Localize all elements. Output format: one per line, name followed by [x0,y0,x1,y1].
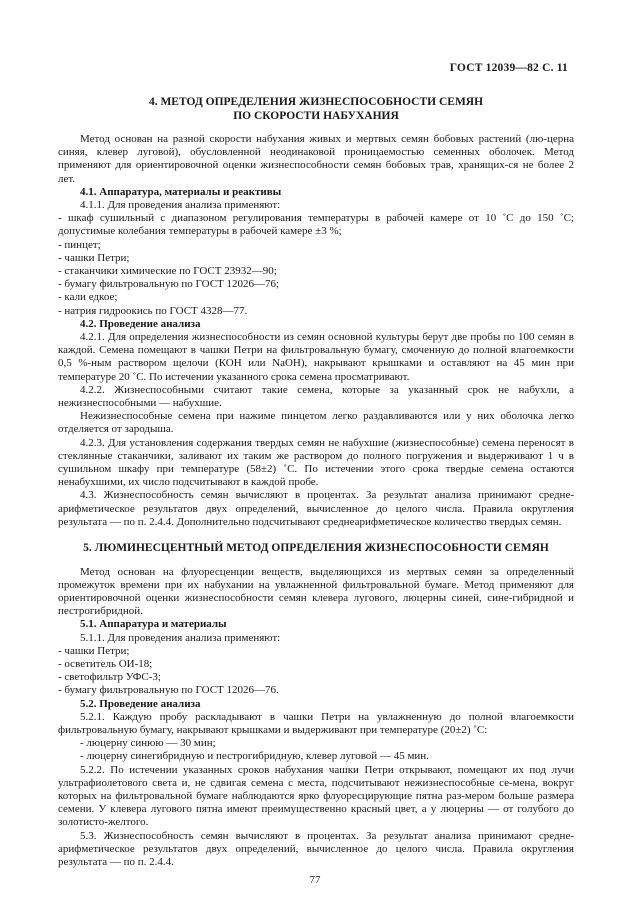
paragraph-5-3: 5.3. Жизнеспособность семян вычисляют в процентах. За результат анализа принимают средне-арифметическое результатов двух определений, вычисленное до целого числа. Правила округления результата — по п. 2.4.4. [58,829,574,869]
section-4-title-line-2: ПО СКОРОСТИ НАБУХАНИЯ [233,109,399,122]
list-item: - люцерну синюю — 30 мин; [80,737,216,750]
paragraph-4-3: 4.3. Жизнеспособность семян вычисляют в процентах. За результат анализа принимают средне-арифметическое результатов двух определений, вычисленное до целого числа. Правила округления результата — по п. 2.4.4. Дополнительно подсчитывают среднеарифметическое количество твердых семян. [58,489,574,528]
list-item: - осветитель ОИ-18; [58,658,153,671]
paragraph-4-1-1: 4.1.1. Для проведения анализа применяют: [80,199,281,212]
section-4-heading [58,96,574,123]
list-item: - шкаф сушильный с диапазоном регулирования температуры в рабочей камере от 10 ˚С до 150 ˚С; допустимые колебания температуры в рабочей камере ±3 %; [58,212,574,238]
list-item: - люцерну синегибридную и пестрогибридную, клевер луговой — 45 мин. [80,750,429,763]
paragraph-nonviable-seeds: Нежизнеспособные семена при нажиме пинцетом легко раздавливаются или у них оболочка легко отделяется от зародыша. [58,410,574,436]
page-number: 77 [309,874,321,886]
list-item: - стаканчики химические по ГОСТ 23932—90; [58,265,277,278]
subsection-5-2-heading: 5.2. Проведение анализа [80,697,201,710]
section-4-intro: Метод основан на разной скорости набухания живых и мертвых семян бобовых растений (лю-церна синяя, клевер луговой), обусловленной неодинаковой проницаемостью семенных оболочек. Метод применяют для ориентировочной оценки жизнеспособности семян бобовых трав, хранящих-ся не более 2 лет. [58,133,574,185]
running-header: ГОСТ 12039—82 С. 11 [449,62,568,74]
paragraph-4-2-2: 4.2.2. Жизнеспособными считают такие семена, которые за указанный срок не набухли, а нежизнеспособными — набухшие. [58,383,574,410]
list-item: - чашки Петри; [58,644,130,657]
list-item: - светофильтр УФС-3; [58,671,161,684]
paragraph-5-2-2: 5.2.2. По истечении указанных сроков набухания чашки Петри открывают, помещают их под лучи ультрафиолетового света и, не сдвигая семена с места, подсчитывают нежизнеспособные се-мена, вокруг которых на фильтровальной бумаге наблюдаются ярко флуоресцирующие пятна раз-мером больше размера семени. У клевера лугового пятна имеют преимущественно красный цвет, а у люцерны — от голубого до золотисто-желтого. [58,763,574,829]
list-item: - пинцет; [58,238,101,251]
list-item: - бумагу фильтровальную по ГОСТ 12026—76; [58,278,280,291]
paragraph-5-1-1: 5.1.1. Для проведения анализа применяют: [80,631,281,644]
list-item: - натрия гидроокись по ГОСТ 4328—77. [58,304,248,317]
paragraph-4-2-1: 4.2.1. Для определения жизнеспособности из семян основной культуры берут две пробы по 100 семян в каждой. Семена помещают в чашки Петри на фильтровальную бумагу, смоченную до полной влагоемкости 0,5 %-ным раствором щелочи (КОН или NaOH), накрывают крышками и оставляют на 45 мин при температуре 20 ˚С. По истечении указанного срока семена просматривают. [58,331,574,383]
list-item: - бумагу фильтровальную по ГОСТ 12026—76. [58,684,279,697]
paragraph-5-2-1: 5.2.1. Каждую пробу раскладывают в чашки Петри на увлажненную до полной влагоемкости фильтровальную бумагу, накрывают крышками и выдерживают при температуре (20±2) ˚С: [58,710,574,737]
section-5-heading: 5. ЛЮМИНЕСЦЕНТНЫЙ МЕТОД ОПРЕДЕЛЕНИЯ ЖИЗНЕСПОСОБНОСТИ СЕМЯН [83,542,549,555]
subsection-5-1-heading: 5.1. Аппаратура и материалы [80,618,227,631]
section-4-title-line-1: 4. МЕТОД ОПРЕДЕЛЕНИЯ ЖИЗНЕСПОСОБНОСТИ СЕМЯН [148,96,484,108]
subsection-4-1-heading: 4.1. Аппаратура, материалы и реактивы [80,185,282,198]
list-item: - кали едкое; [58,291,118,304]
paragraph-4-2-3: 4.2.3. Для установления содержания твердых семян не набухшие (жизнеспособные) семена переносят в стеклянные стаканчики, заливают их таким же раствором до полного погружения и выдерживают 1 ч в сушильном шкафу при температуре (58±2) ˚С. По истечении этого срока твердые семена остаются ненабухшими, их число подсчитывают в каждой пробе. [58,436,574,489]
section-5-intro: Метод основан на флуоресценции веществ, выделяющихся из мертвых семян за определенный промежуток времени при их набухании на увлажненной фильтровальной бумаге. Метод применяют для ориентировочной оценки жизнеспособности семян клевера лугового, люцерны синей, сине-гибридной и пестрогибридной. [58,565,574,618]
subsection-4-2-heading: 4.2. Проведение анализа [80,317,201,330]
list-item: - чашки Петри; [58,251,130,264]
